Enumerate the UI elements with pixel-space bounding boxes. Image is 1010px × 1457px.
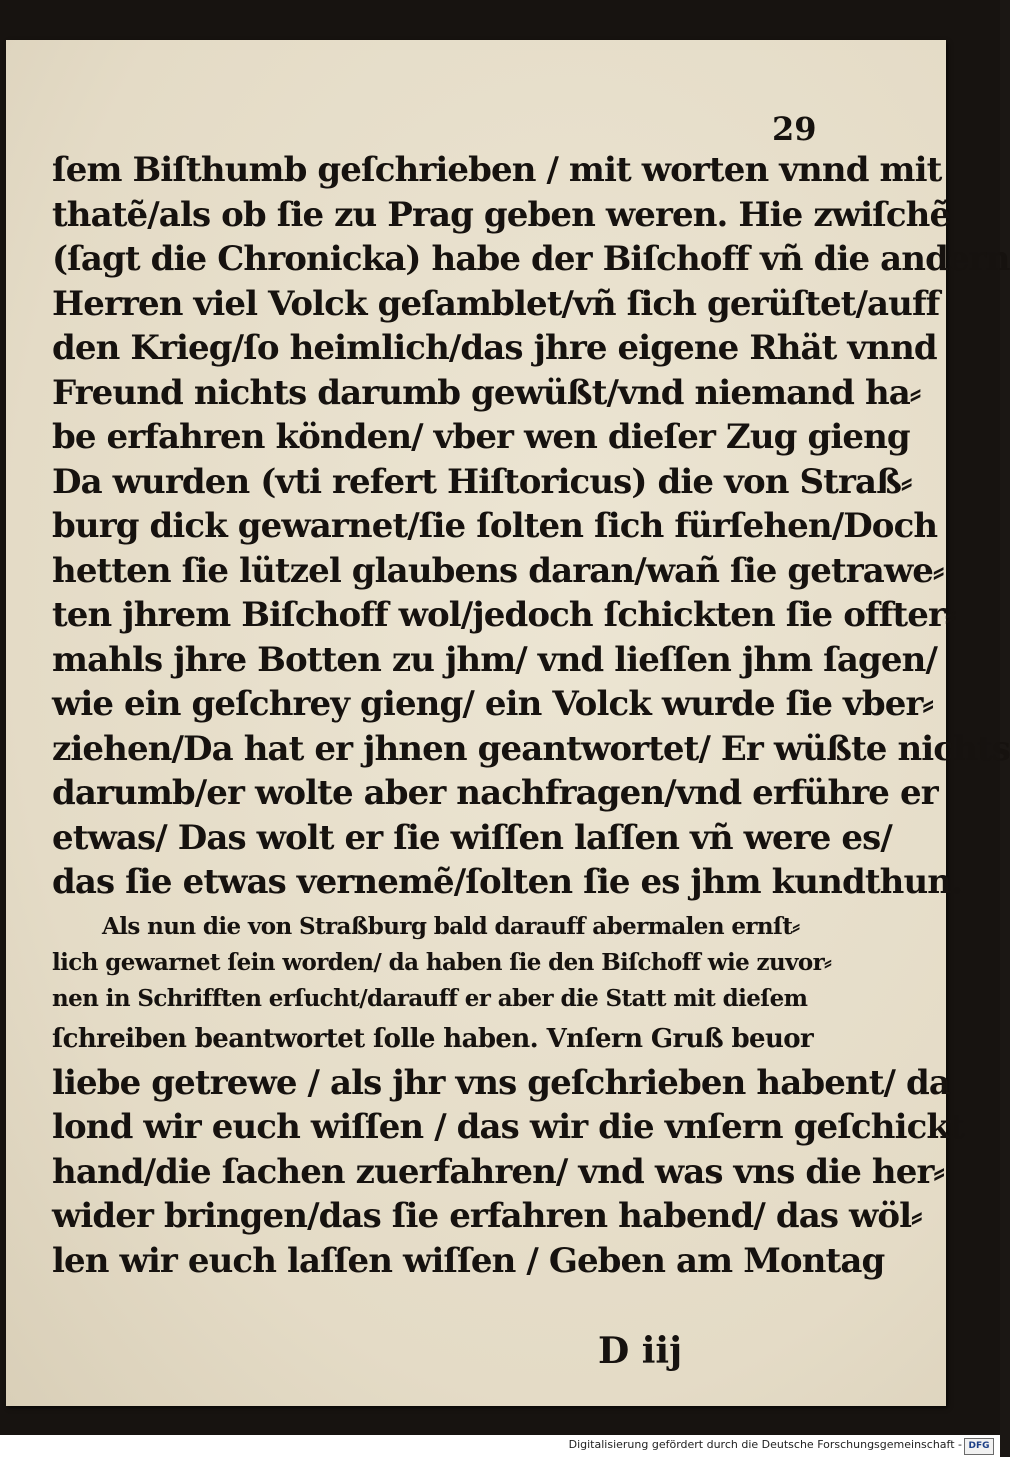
text-line: den Krieg/ſo heimlich/das jhre eigene Rhät vnnd xyxy=(52,328,937,368)
text-line: hand/die ſachen zuerfahren/ vnd was vns die her⸗ xyxy=(52,1151,944,1192)
text-line: len wir euch laſſen wiſſen / Geben am Montag xyxy=(52,1240,885,1281)
signature-mark: D iij xyxy=(598,1330,683,1372)
mixed-text-line: ſchreiben beantwortet ſolle haben. Vnſern Gruß beuor xyxy=(52,1023,814,1054)
text-line: wie ein geſchrey gieng/ ein Volck wurde ſie vber⸗ xyxy=(52,684,933,724)
text-line: Da wurden (vti refert Hiſtoricus) die von Straß⸗ xyxy=(52,461,912,502)
text-line: wider bringen/das ſie erfahren habend/ das wöl⸗ xyxy=(52,1196,922,1236)
page-number: 29 xyxy=(772,110,817,148)
small-text-line: lich gewarnet ſein worden/ da haben ſie den Biſchoff wie zuvor⸗ xyxy=(52,948,832,976)
footer-bar xyxy=(0,1435,1000,1457)
text-line: thatẽ/als ob ſie zu Prag geben weren. Hie zwiſchẽ xyxy=(52,194,951,235)
footer-credit: Digitalisierung gefördert durch die Deutsche Forschungsgemeinschaft - xyxy=(568,1438,962,1451)
text-line: be erfahren könden/ vber wen dieſer Zug gieng xyxy=(52,417,910,457)
text-line: darumb/er wolte aber nachfragen/vnd erführe er xyxy=(52,773,938,813)
text-line: hetten ſie lützel glaubens daran/wañ ſie getrawe⸗ xyxy=(52,550,944,591)
dfg-logo-icon: DFG xyxy=(964,1438,994,1455)
text-line: ſem Biſthumb geſchrieben / mit worten vnnd mit xyxy=(52,150,942,190)
page-text xyxy=(52,148,1010,1283)
small-text-line: nen in Schrifften erſucht/darauff er aber die Statt mit dieſem xyxy=(52,984,808,1012)
small-text-line: Als nun die von Straßburg bald darauff abermalen ernſt⸗ xyxy=(102,912,800,940)
text-line: burg dick gewarnet/ſie ſolten ſich fürſehen/Doch xyxy=(52,506,938,546)
text-line: ten jhrem Biſchoff wol/jedoch ſchickten ſie offter⸗ xyxy=(52,595,956,635)
text-line: Freund nichts darumb gewüßt/vnd niemand ha⸗ xyxy=(52,372,921,413)
text-line: ziehen/Da hat er jhnen geantwortet/ Er wüßte nichts xyxy=(52,728,1010,769)
text-line: etwas/ Das wolt er ſie wiſſen laſſen vñ were es/ xyxy=(52,817,892,858)
text-line: Herren viel Volck geſamblet/vñ ſich gerüſtet/auff xyxy=(52,283,940,324)
text-line: das ſie etwas vernemẽ/ſolten ſie es jhm kundthun. xyxy=(52,862,963,902)
text-line: mahls jhre Botten zu jhm/ vnd lieſſen jhm ſagen/ xyxy=(52,639,937,680)
text-line: (ſagt die Chronicka) habe der Biſchoff vñ die andern xyxy=(52,239,1010,279)
text-line: lond wir euch wiſſen / das wir die vnſern geſchickt xyxy=(52,1107,964,1147)
text-line: liebe getrewe / als jhr vns geſchrieben habent/ da xyxy=(52,1062,951,1103)
